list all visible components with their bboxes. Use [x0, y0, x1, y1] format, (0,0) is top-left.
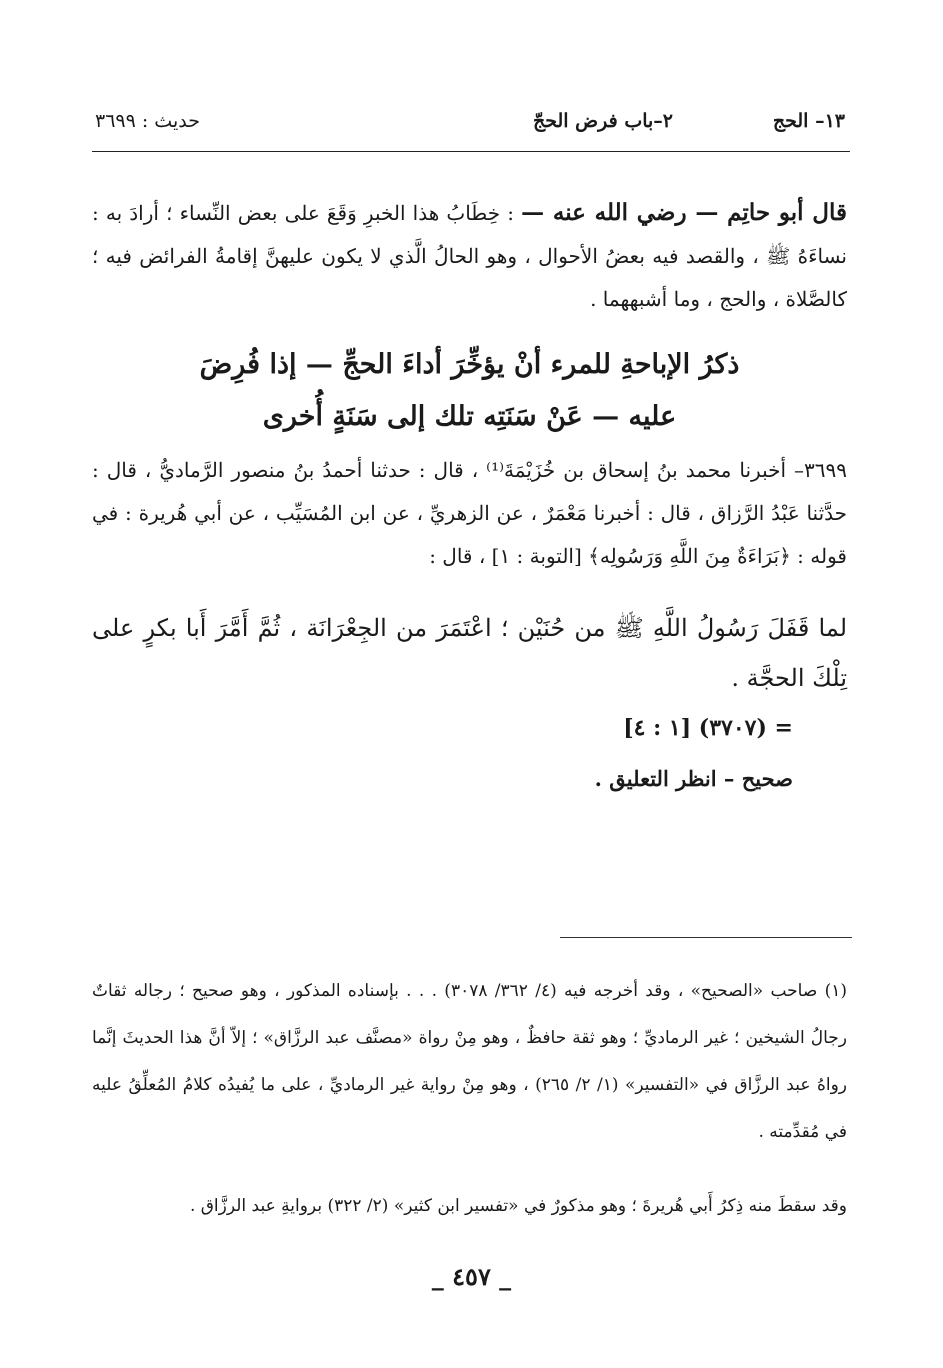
- footnote-1: (١) صاحب «الصحيح» ، وقد أخرجه فيه (٤/ ٣٦٢/ ٣٠٧٨) . . . بإسناده المذكور ، وهو صحيح ؛ رجاله ثقاتٌ رجالُ الشيخين ؛ غير الرماديِّ ؛ وهو ثقة حافظٌ ، وهو مِنْ رواة «مصنَّف عبد الرزَّاق» ؛ إلاّ أنَّ هذا الحديثَ إنَّما رواهُ عبد الرزَّاق في «التفسير» (١/ ٢/ ٢٦٥) ، وهو مِنْ رواية غير الرماديِّ ، على ما يُفيدُه كلامُ المُعلِّقُ عليه في مُقدِّمته .: [92, 981, 847, 1142]
- hadith-matn: لما قَفَلَ رَسُولُ اللَّهِ ﷺ من حُنَيْن ؛ اعْتَمَرَ من الجِعْرَانَة ، ثُمَّ أَمَّرَ أَبا بكرٍ على تِلْكَ الحجَّة .: [92, 614, 847, 692]
- running-header-section: ٢–باب فرض الحجّ: [532, 110, 673, 132]
- commentary-paragraph: [92, 191, 847, 321]
- commentary-lead: قال أبو حاتِم — رضي الله عنه —: [521, 199, 847, 226]
- chapter-heading-line-2: عليه — عَنْ سَنَتِه تلك إلى سَنَةٍ أُخرى: [262, 401, 677, 432]
- footnote-continuation: وقد سقطَ منه ذِكرُ أَبي هُريرةَ ؛ وهو مذكورٌ في «تفسير ابن كثير» (٢/ ٣٢٢) بروايةِ عبد الرزَّاق .: [189, 1196, 847, 1216]
- header-divider: [92, 151, 850, 152]
- chapter-heading: [92, 339, 847, 443]
- hadith-isnad: ٣٦٩٩– أخبرنا محمد بنُ إسحاق بن خُزَيْمَةَ⁽¹⁾ ، قال : حدثنا أحمدُ بنُ منصور الرَّماديُّ ، قال : حدَّثنا عَبْدُ الرَّزاق ، قال : أخبرنا مَعْمَرٌ ، عن الزهريِّ ، عن ابن المُسَيِّب ، عن أبي هُريرة : في قوله : ﴿بَرَاءَةٌ مِنَ اللَّهِ وَرَسُولِه﴾ [التوبة : ١] ، قال :: [92, 458, 847, 568]
- running-header-chapter: ١٣– الحج: [772, 110, 845, 132]
- running-header-hadith-number: حديث : ٣٦٩٩: [95, 110, 200, 132]
- footnote-divider: [560, 937, 852, 938]
- hadith-cross-reference: [١ : ٤] (٣٧٠٧) =: [623, 715, 793, 741]
- hadith-grade: صحيح – انظر التعليق .: [594, 766, 793, 791]
- chapter-heading-line-1: ذكرُ الإباحةِ للمرء أنْ يؤخِّرَ أداءَ الحجِّ — إذا فُرِضَ: [199, 349, 740, 380]
- commentary-text: : خِطَابُ هذا الخبرِ وَقَعَ على بعض النِّساء ؛ أرادَ به : نساءَهُ ﷺ ، والقصد فيه بعضُ الأحوال ، وهو الحالُ الَّذي لا يكون عليهنَّ إقامةُ الفرائض فيه ؛ كالصَّلاة ، والحج ، وما أشبههما .: [92, 201, 847, 311]
- page-number: _ ٤٥٧ _: [431, 1262, 512, 1291]
